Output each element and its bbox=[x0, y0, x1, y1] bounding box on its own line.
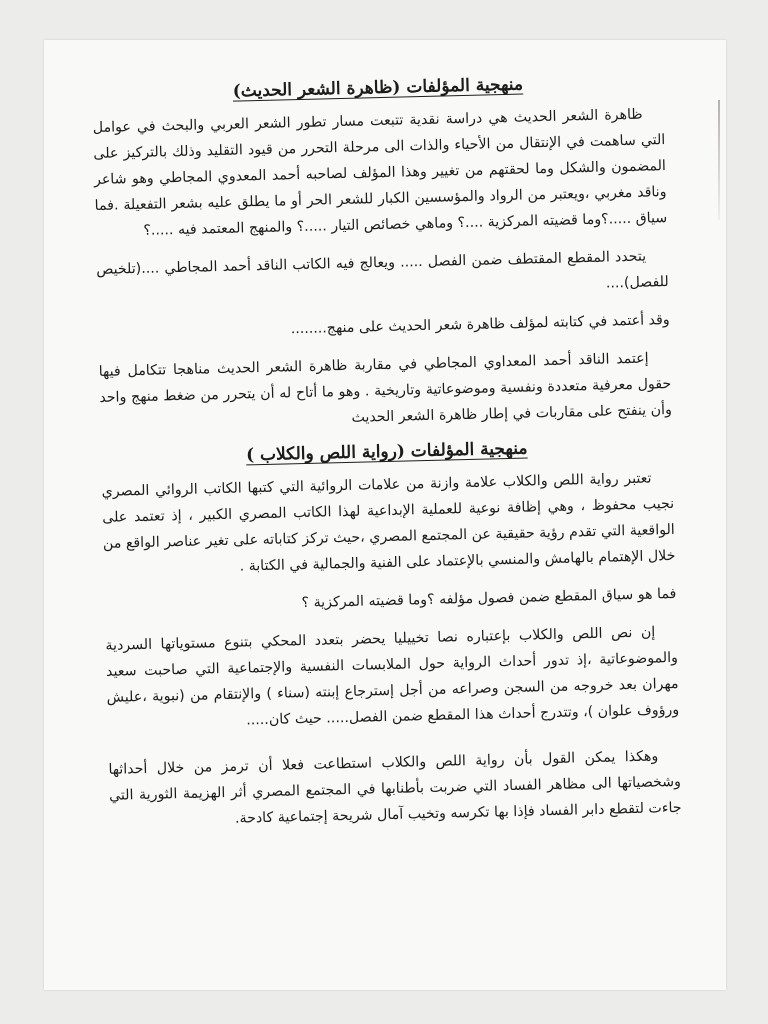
section-title-modern-poetry: منهجية المؤلفات (ظاهرة الشعر الحديث) bbox=[232, 74, 524, 102]
paragraph-method-detail: إعتمد الناقد أحمد المعداوي المجاطي في مقاربة ظاهرة الشعر الحديث مناهجا تتكامل فيها حقول معرفية متعددة ونفسية وموضوعاتية وتاريخية . وهو ما أتاح له أن يتحرر من ضغط منهج واحد وأن ينفتح على مقاربات في إطار ظاهرة الشعر الحديث bbox=[98, 350, 673, 426]
paragraph-conclusion: وهكذا يمكن القول بأن رواية اللص والكلاب استطاعت فعلا أن ترمز من خلال أحداثها وشخصياتها الى مظاهر الفساد التي ضربت بأطنابها في المجتمع المصري أثر الهزيمة الثورية التي جاءت لتقطع دابر الفساد فإذا بها تكرسه وتخيب آمال شريحة إجتماعية كادحة. bbox=[108, 748, 682, 827]
paragraph-chapter-context: يتحدد المقطع المقتطف ضمن الفصل ..... ويعالج فيه الكاتب الناقد أحمد المجاطي ....(تلخيص للفصل).... bbox=[96, 248, 669, 292]
paragraph-novel-intro: تعتبر رواية اللص والكلاب علامة وازنة من علامات الروائية التي كتبها الكاتب الروائي المصري نجيب محفوظ ، وهي إظافة نوعية للعملية الإبداعية لهذا الكاتب المصري الكبير ، إذ تعتمد على الواقعية التي تقدم رؤية حقيقية عن المجتمع المصري ،حيث تركز كتاباته على تغير عناصر الواقع من خلال الإهتمام بالهامش والمنسي بالإعتماد على الفنية والجمالية في الكتابة . bbox=[101, 470, 676, 575]
paragraph-method-statement: وقد أعتمد في كتابته لمؤلف ظاهرة شعر الحديث على منهج........ bbox=[290, 312, 670, 338]
scanned-page bbox=[44, 40, 726, 990]
document-body bbox=[44, 40, 726, 990]
paragraph-plot: إن نص اللص والكلاب بإعتباره نصا تخييليا يحضر بتعدد المحكي بتنوع مستوياتها السردية والموضوعاتية ،إذ تدور أحداث الرواية حول الملابسات النفسية والإجتماعية التي صاحبت سعيد مهران بعد خروجه من السجن وصراعه من أجل إسترجاع إبنته (سناء ) والإنتقام من (نبوية ،عليش ورؤوف علوان )، وتتدرج أحداث هذا المقطع ضمن الفصل..... حيث كان..... bbox=[105, 624, 680, 729]
paragraph-intro: ظاهرة الشعر الحديث هي دراسة نقدية تتبعت مسار تطور الشعر العربي والبحث في عوامل التي ساهمت في الإنتقال من الأحياء والذات الى مرحلة التحرر من قيود التقليد وذلك بالتركيز على المضمون والشكل وما لحقتهم من تغيير وهذا المؤلف لصاحبه أحمد المعدوي المجاطي وهو شاعر وناقد مغربي ،ويعتبر من الرواد والمؤسسين الكبار للشعر الحر أو ما يطلق عليه بشعر التفعيلة .فما سياق .....؟وما قضيته المركزية ....؟ وماهي خصائص التيار .....؟ والمنهج المعتمد فيه .....؟ bbox=[92, 106, 668, 239]
paragraph-questions: فما هو سياق المقطع ضمن فصول مؤلفه ؟وما قضيته المركزية ؟ bbox=[301, 585, 677, 612]
section-title-thief-and-dogs: منهجية المؤلفات (رواية اللص والكلاب ) bbox=[245, 438, 528, 466]
